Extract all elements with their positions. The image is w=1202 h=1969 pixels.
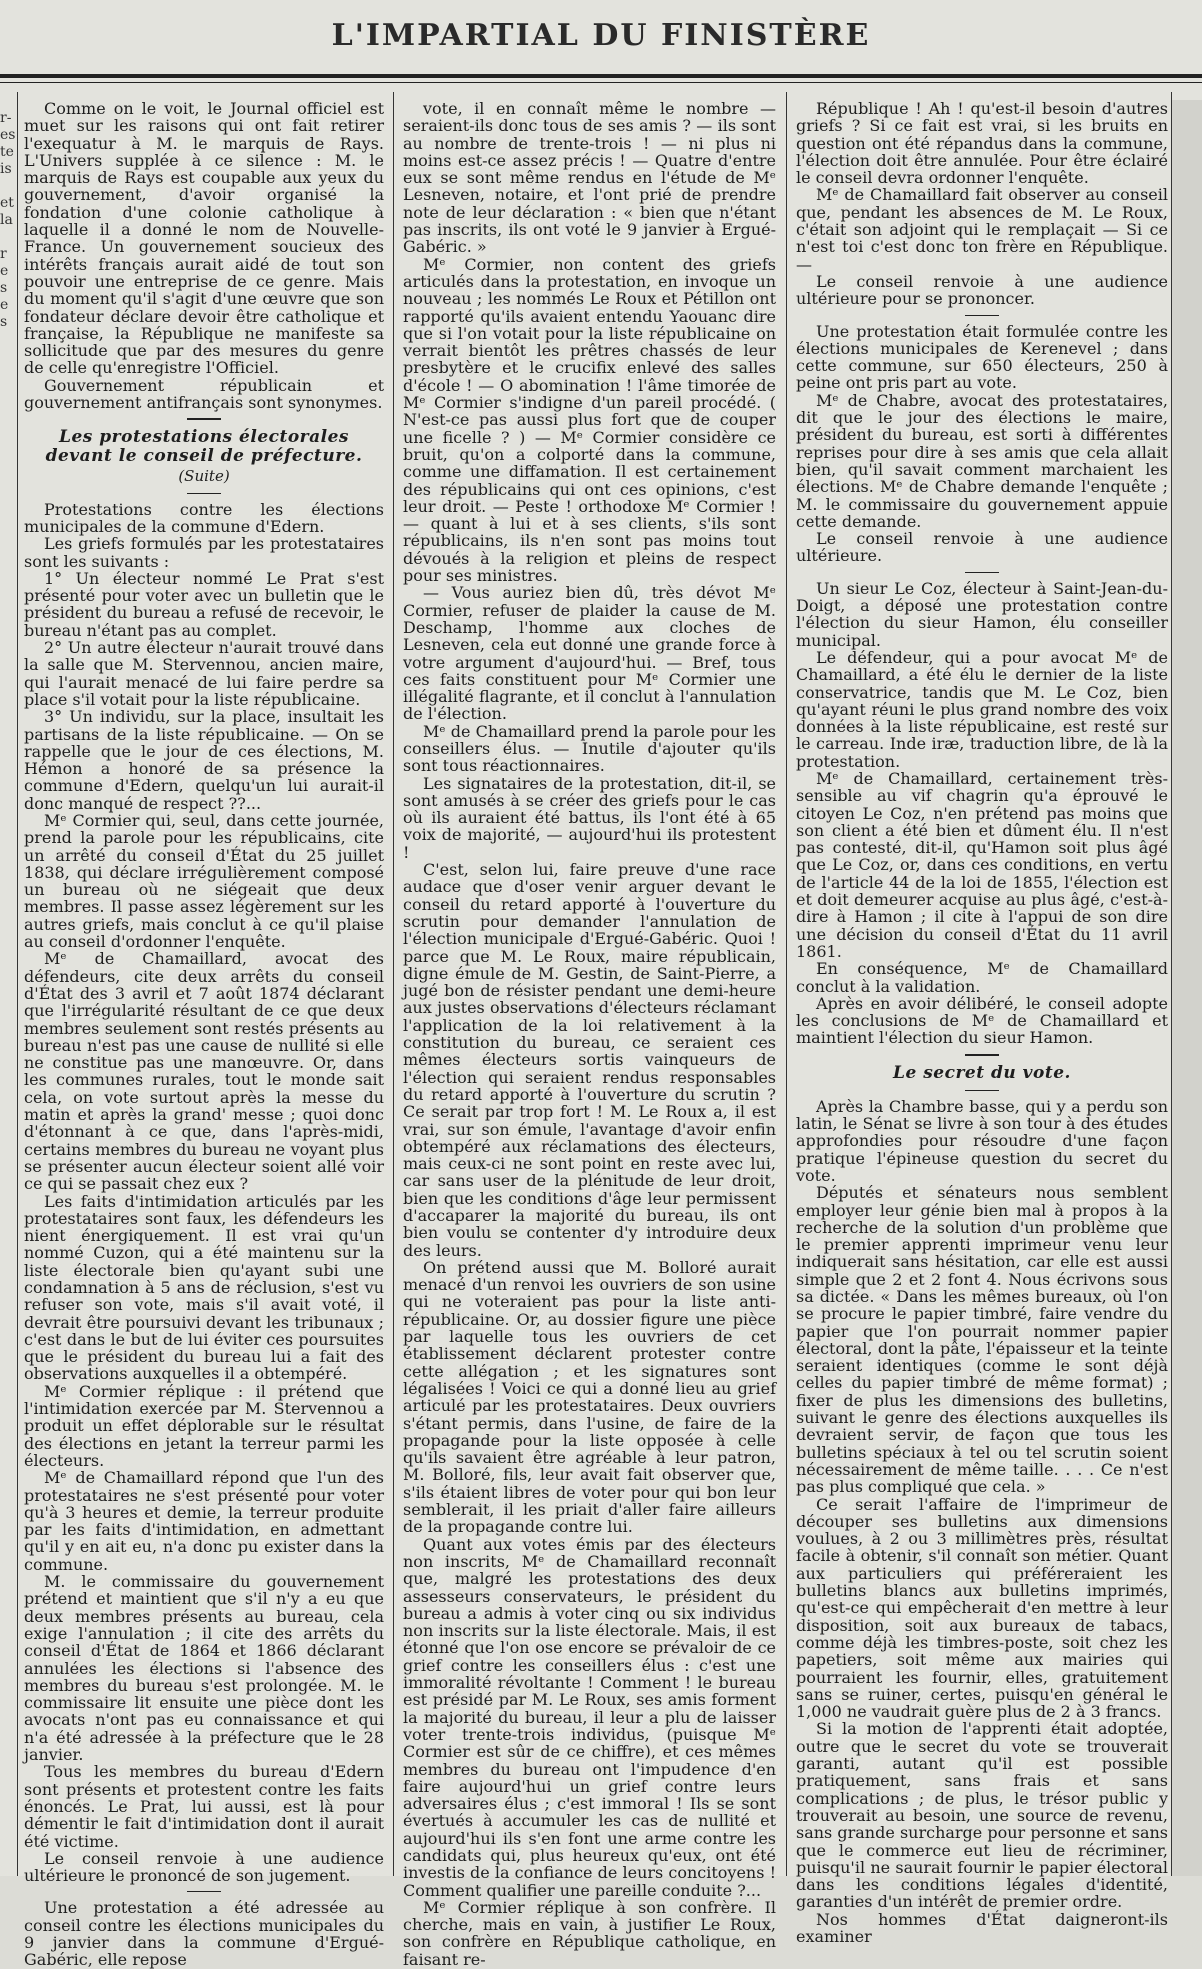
paragraph: Mᵉ Cormier qui, seul, dans cette journée, prend la parole pour les républicains, cite un arrêté du conseil d'État du 25 juillet 1838, qui déclare irrégulièrement composé un bureau où ne siégeait que deux membres. Il passe assez légèrement sur les autres griefs, mais conclut à ce qu'il plaise au conseil d'ordonner l'enquête. [24, 810, 384, 952]
paragraph: République ! Ah ! qu'est-il besoin d'autres griefs ? Si ce fait est vrai, si les bruits en question ont été répandus dans la commune, l'élection doit être annulée. Pour être éclairé le conseil devra ordonner l'enquête. [796, 99, 1168, 188]
paragraph: 1° Un électeur nommé Le Prat s'est présenté pour voter avec un bulletin que le président du bureau a refusé de recevoir, le bureau n'étant pas au complet. [24, 568, 384, 640]
margin-fragment [0, 229, 14, 246]
paragraph: Après en avoir délibéré, le conseil adopte les conclusions de Mᵉ de Chamaillard et maintient l'élection du sieur Hamon. [796, 993, 1168, 1048]
paragraph: On prétend aussi que M. Bolloré aurait menacé d'un renvoi les ouvriers de son usine qui ne voteraient pas pour la liste anti-républicaine. Or, au dossier figure une pièce par laquelle tous les ouvriers de cet établissement déclarent protester contre cette allégation ; et les signatures sont légalisées ! Voici ce qui a donné lieu au grief articulé par les protestataires. Deux ouvriers s'étant permis, dans l'usine, de faire de la propagande pour la liste opposée à celle qu'ils savaient être agréable à leur patron, M. Bolloré, fils, leur avait fait observer que, s'ils étaient libres de voter pour qui bon leur semblerait, il les priait d'aller faire ailleurs de la propagande contre lui. [403, 1257, 776, 1537]
paragraph: Mᵉ de Chamaillard, certainement très-sensible au vif chagrin qu'a éprouvé le citoyen Le Coz, n'en prétend pas moins que son client a été bien et dûment élu. Il n'est pas contesté, dit-il, qu'Hamon soit plus âgé que Le Coz, or, dans ces conditions, en vertu de l'article 44 de la loi de 1855, l'élection est et doit demeurer acquise au plus âgé, c'est-à-dire à Hamon ; il cite à l'appui de son dire une décision du conseil d'État du 11 avril 1861. [796, 768, 1168, 961]
paragraph: Une protestation a été adressée au conseil contre les élections municipales du 9 janvier dans la commune d'Ergué-Gabéric, elle repose [24, 1898, 384, 1969]
right-margin [1172, 100, 1202, 1876]
left-margin-fragments [0, 110, 14, 1870]
paragraph: Mᵉ de Chamaillard, avocat des défendeurs, cite deux arrêts du conseil d'État des 3 avril et 7 août 1874 déclarant que l'irrégularité résultant de ce que deux membres seulement sont restés présents au bureau n'est pas une cause de nullité si elle ne constitue pas une manœuvre. Or, dans les communes rurales, tout le monde sait cela, on vote surtout après la messe du matin et après la grand' messe ; quoi donc d'étonnant à ce que, dans l'après-midi, certains membres du bureau ne voyant plus se présenter aucun électeur soient allé voir ce qui se passait chez eux ? [24, 949, 384, 1194]
separator [965, 1090, 999, 1091]
paragraph: Après la Chambre basse, qui y a perdu son latin, le Sénat se livre à son tour à des études approfondies pour résoudre d'une façon pratique l'épineuse question du secret du vote. [796, 1096, 1168, 1185]
section-heading-protestations: Les protestations électorales devant le conseil de préfecture. [45, 427, 363, 467]
paragraph: Mᵉ de Chamaillard fait observer au conseil que, pendant les absences de M. Le Roux, c'était son adjoint qui le remplaçait — Si ce n'est toi c'est donc ton frère en République. — [796, 185, 1168, 274]
paragraph: Comme on le voit, le Journal officiel est muet sur les raisons qui ont fait retirer l'exequatur à M. le marquis de Rays. L'Univers supplée à ce silence : M. le marquis de Rays est coupable aux yeux du gouvernement, d'avoir organisé la fondation d'une colonie catholique à laquelle il a donné le nom de Nouvelle-France. Un gouvernement soucieux des intérêts français aurait aidé de tout son pouvoir une entreprise de ce genre. Mais du moment qu'il s'agit d'une œuvre que son fondateur déclare devoir être catholique et française, la République ne manifeste sa sollicitude que par des mesures du genre de celle qu'enregistre l'Officiel. [24, 99, 384, 378]
paragraph: 2° Un autre électeur n'aurait trouvé dans la salle que M. Stervennou, ancien maire, qui l'aurait menacé de lui faire perdre sa place s'il votait pour la liste républicaine. [24, 638, 384, 709]
masthead [0, 18, 1202, 68]
kerenevel-article [796, 323, 1168, 565]
separator [187, 418, 221, 420]
margin-fragment: r- [0, 110, 12, 126]
column-3 [796, 99, 1168, 1946]
paragraph: Une protestation était formulée contre les élections municipales de Kerenevel ; dans cette commune, sur 650 électeurs, 250 à peine ont pris part au vote. [796, 321, 1168, 393]
masthead-rule [0, 74, 1202, 78]
paragraph: En conséquence, Mᵉ de Chamaillard conclut à la validation. [796, 959, 1168, 996]
paragraph: Un sieur Le Coz, électeur à Saint-Jean-du-Doigt, a déposé une protestation contre l'élection du sieur Hamon, élu conseiller municipal. [796, 578, 1168, 650]
paragraph: vote, il en connaît même le nombre — seraient-ils donc tous de ses amis ? — ils sont au nombre de trente-trois ! — ni plus ni moins est-ce assez précis ! — Quatre d'entre eux se sont même rendus en l'étude de Mᵉ Lesneven, notaire, et l'ont prié de prendre note de leur déclaration : « bien que n'étant pas inscrits, ils ont voté le 9 janvier à Ergué-Gabéric. » [403, 99, 776, 257]
paragraph: Le défendeur, qui a pour avocat Mᵉ de Chamaillard, a été élu le dernier de la liste conservatrice, tandis que M. Le Coz, bien qu'ayant réuni le plus grand nombre des voix données à la liste républicaine, est resté sur le carreau. Inde iræ, traduction libre, de là la protestation. [796, 647, 1168, 771]
margin-fragment: es [0, 127, 16, 143]
margin-fragment: r [0, 246, 7, 262]
margin-fragment [0, 178, 14, 195]
paragraph: Le conseil renvoie à une audience ultérieure pour se prononcer. [796, 271, 1168, 309]
intro-article [24, 100, 384, 411]
margin-fragment: is [0, 161, 12, 177]
paragraph: Protestations contre les élections municipales de la commune d'Edern. [24, 499, 384, 536]
column-divider [17, 92, 18, 1876]
paragraph: Les faits d'intimidation articulés par les protestataires sont faux, les défendeurs les nient énergiquement. Il est vrai qu'un nommé Cuzon, qui a été maintenu sur la liste électorale bien qu'ayant subi une condamnation à 5 ans de réclusion, s'est vu refuser son vote, mais s'il avait voté, il devrait être poursuivi devant les tribunaux ; c'est dans le but de lui éviter ces poursuites que le président du bureau lui a fait des observations auxquelles il a obtempéré. [24, 1191, 384, 1384]
paragraph: Mᵉ Cormier réplique à son confrère. Il cherche, mais en vain, à justifier Le Roux, son confrère en République catholique, en faisant re- [403, 1897, 776, 1969]
masthead-rule-thin [0, 82, 1202, 83]
column-divider [393, 92, 394, 1876]
column-2 [403, 99, 776, 1969]
paragraph: Mᵉ de Chamaillard répond que l'un des protestataires ne s'est présenté pour voter qu'à 3 heures et demie, la terreur produite par les faits d'intimidation, en admettant qu'il y en ait eu, n'a donc pu exister dans la commune. [24, 1468, 384, 1574]
paragraph: 3° Un individu, sur la place, insultait les partisans de la liste républicaine. — On se rappelle que le jour de ces élections, M. Hémon a honoré de sa présence la commune d'Edern, quelqu'un lui aurait-il donc manqué de respect ??... [24, 707, 384, 813]
separator [187, 493, 221, 494]
column-divider [786, 92, 787, 1876]
secret-du-vote-article [796, 1098, 1168, 1946]
separator [965, 572, 999, 573]
paragraph: Mᵉ de Chamaillard prend la parole pour les conseillers élus. — Inutile d'ajouter qu'ils sont tous réactionnaires. [403, 721, 776, 776]
margin-fragment: s [0, 314, 8, 330]
protestations-article [24, 501, 384, 1885]
margin-fragment: e [0, 297, 9, 313]
paragraph: Mᵉ Cormier réplique : il prétend que l'intimidation exercée par M. Stervennou a produit un effet déplorable sur le résultat des élections en jetant la terreur parmi les électeurs. [24, 1381, 384, 1470]
paragraph: C'est, selon lui, faire preuve d'une race audace que d'oser venir arguer devant le conseil du retard apporté à l'ouverture du scrutin pour demander l'annulation de l'élection municipale d'Ergué-Gabéric. Quoi ! parce que M. Le Roux, maire républicain, digne émule de M. Gestin, de Saint-Pierre, a jugé bon de résister pendant une demi-heure aux justes observations d'électeurs réclamant l'application de la loi relativement à la constitution du bureau, ce seraient ces mêmes électeurs sortis vainqueurs de l'élection qui seraient rendus responsables du retard apporté à l'ouverture du scrutin ? Ce serait par trop fort ! M. Le Roux a, il est vrai, sur son émule, l'avantage d'avoir enfin obtempéré aux réclamations des électeurs, mais ceux-ci ne sont point en reste avec lui, car sans user de la plénitude de leur droit, bien que les conditions d'âge leur permissent d'accaparer la majorité du bureau, ils ont bien voulu se contenter d'y introduire deux des leurs. [403, 860, 776, 1260]
paragraph: Mᵉ de Chabre, avocat des protestataires, dit que le jour des élections le maire, président du bureau, est sorti à différentes reprises pour dire à ses amis que cela allait bien, qu'il savait comment marchaient les élections. Mᵉ de Chabre demande l'enquête ; M. le commissaire du gouvernement appuie cette demande. [796, 390, 1168, 531]
paragraph: Si la motion de l'apprenti était adoptée, outre que le secret du vote se trouverait garanti, autant qu'il est possible pratiquement, sans frais et sans complications ; de plus, le trésor public y trouverait au besoin, une source de revenu, sans grande surcharge pour personne et sans que le commerce eut lieu de récriminer, puisqu'il ne saurait fournir le papier électoral dans les conditions légales d'identité, garanties d'un intérêt de premier ordre. [796, 1719, 1168, 1912]
margin-fragment: et [0, 195, 14, 211]
saint-jean-du-doigt-article [796, 580, 1168, 1047]
margin-fragment: la [0, 212, 13, 228]
margin-fragment: te [0, 144, 14, 160]
paragraph: Députés et sénateurs nous semblent employer leur génie bien mal à propos à la recherche de la solution d'un problème que le premier apprenti imprimeur venu leur indiquerait sans hésitation, car elle est aussi simple que 2 et 2 font 4. Nous écrivons sous sa dictée. « Dans les mêmes bureaux, où l'on se procure le papier timbré, faire vendre du papier que l'on pourrait nommer papier électoral, dont la pâte, l'épaisseur et la teinte seraient identiques (comme le sont déjà celles du papier timbré de même format) ; fixer de plus les dimensions des bulletins, suivant le genre des élections auxquelles ils devraient servir, de façon que tous les bulletins spéciaux à tel ou tel scrutin soient nécessairement de même taille. . . . Ce n'est pas plus compliqué que cela. » [796, 1183, 1168, 1497]
paragraph: Le conseil renvoie à une audience ultérieure le prononcé de son jugement. [24, 1848, 384, 1886]
paragraph: M. le commissaire du gouvernement prétend et maintient que s'il n'y a eu que deux membres présents au bureau, cela exige l'annulation ; il cite des arrêts du conseil d'État de 1864 et 1866 déclarant annulées les élections si l'absence des membres du bureau s'est prolongée. M. le commissaire lit ensuite une pièce dont les avocats n'ont pas eu connaissance et qui n'a été adressée à la préfecture que le 28 janvier. [24, 1572, 384, 1765]
newspaper-title: L'IMPARTIAL DU FINISTÈRE [331, 18, 871, 53]
margin-fragment: e [0, 263, 9, 279]
separator [965, 315, 999, 316]
paragraph: Quant aux votes émis par des électeurs non inscrits, Mᵉ de Chamaillard reconnaît que, malgré les protestations des deux assesseurs conservateurs, le président du bureau a admis à voter cinq ou six individus non inscrits sur la liste électorale. Mais, il est étonné que l'on ose encore se prévaloir de ce grief contre les conseillers élus : c'est une immoralité révoltante ! Comment ! le bureau est présidé par M. Le Roux, ses amis forment la majorité du bureau, il leur a plu de laisser voter trente-trois individus, (puisque Mᵉ Cormier est sûr de ce chiffre), et ces mêmes membres du bureau ont l'impudence d'en faire aujourd'hui un grief contre leurs adversaires élus ; c'est immoral ! Ils se sont évertués à accumuler les cas de nullité et aujourd'hui ils s'en font une arme contre les candidats qui, plus heureux qu'eux, ont été investis de la confiance de leurs concitoyens ! Comment qualifier une pareille conduite ?... [403, 1534, 776, 1900]
paragraph: Nos hommes d'État daigneront-ils examiner [796, 1909, 1168, 1946]
section-heading-secret-du-vote: Le secret du vote. [893, 1062, 1071, 1083]
separator [187, 1891, 221, 1892]
section-subheading: (Suite) [178, 467, 230, 486]
ergue-gaberic-article [403, 100, 776, 1968]
paragraph: Le conseil renvoie à une audience ultérieure. [796, 529, 1168, 566]
column-1 [24, 99, 384, 1969]
paragraph: — Vous auriez bien dû, très dévot Mᵉ Cormier, refuser de plaider la cause de M. Deschamp, l'homme aux cloches de Lesneven, cela eut donné une grande force à votre argument d'aujourd'hui. — Bref, tous ces faits constituent pour Mᵉ Cormier une illégalité flagrante, et il conclut à l'annulation de l'élection. [403, 583, 776, 724]
paragraph: Les griefs formulés par les protestataires sont les suivants : [24, 534, 384, 571]
paragraph: Mᵉ Cormier, non content des griefs articulés dans la protestation, en invoque un nouveau ; les nommés Le Roux et Pétillon ont rapporté qu'ils avaient entendu Yaouanc dire que si l'on votait pour la liste républicaine on verrait bientôt les prêtres chassés de leur presbytère et le crucifix enlevé des salles d'école ! — O abomination ! l'âme timorée de Mᵉ Cormier s'indigne d'un pareil procédé. ( N'est-ce pas aussi plus fort que de couper une ficelle ? ) — Mᵉ Cormier considère ce bruit, qu'on a colporté dans la commune, comme une diffamation. Il est certainement des républicains qui ont ces opinions, c'est leur droit. — Peste ! orthodoxe Mᵉ Cormier ! — quant à lui et à ses clients, s'ils sont républicains, ils n'en sont pas moins tout dévoués à la religion et pleins de respect pour ses ministres. [403, 254, 776, 586]
paragraph: Ce serait l'affaire de l'imprimeur de découper ses bulletins aux dimensions voulues, à 2 ou 3 millimètres près, résultat facile à obtenir, s'il connaît son métier. Quant aux particuliers qui préféreraient les bulletins blancs aux bulletins imprimés, qu'est-ce qui empêcherait d'en mettre à leur disposition, soit aux bureaux de tabacs, comme déjà les timbres-poste, soit chez les papetiers, soit même aux mairies qui pourraient les fournir, elles, gratuitement sans se ruiner, certes, puisqu'en général le 1,000 ne vaudrait guère plus de 2 à 3 francs. [796, 1494, 1168, 1722]
separator [965, 1054, 999, 1056]
ergue-gaberic-conclusion [796, 100, 1168, 308]
margin-fragment: s [0, 280, 8, 296]
paragraph: Les signataires de la protestation, dit-il, se sont amusés à se créer des griefs pour le cas où ils auraient été battus, ils l'ont été à 65 voix de majorité, — aujourd'hui ils protestent ! [403, 773, 776, 862]
paragraph: Gouvernement républicain et gouvernement antifrançais sont synonymes. [24, 375, 384, 413]
paragraph: Tous les membres du bureau d'Edern sont présents et protestent contre les faits énoncés. Le Prat, lui aussi, est là pour démentir le fait d'intimidation dont il aurait été victime. [24, 1762, 384, 1851]
